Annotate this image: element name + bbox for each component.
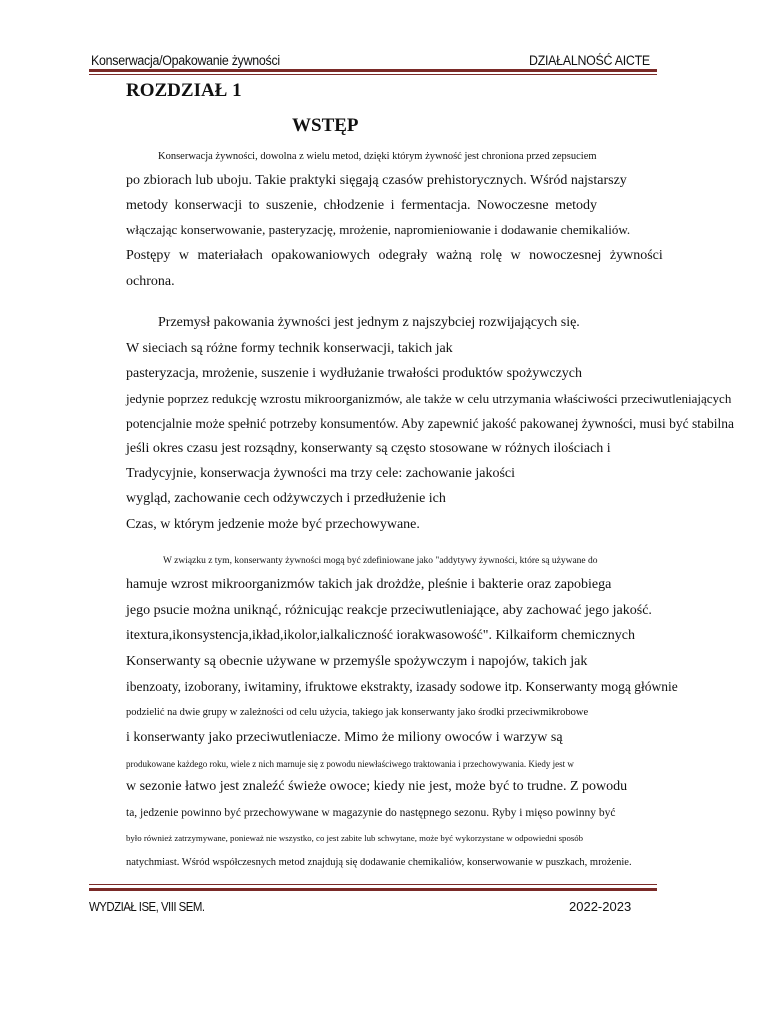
header-rule-thick bbox=[89, 69, 657, 72]
paragraph-3-line: W związku z tym, konserwanty żywności mogą być zdefiniowane jako "addytywy żywności, które są używane do bbox=[163, 556, 598, 566]
paragraph-2-line: wygląd, zachowanie cech odżywczych i przedłużenie ich bbox=[126, 491, 446, 506]
paragraph-3-line: w sezonie łatwo jest znaleźć świeże owoce; kiedy nie jest, może być to trudne. Z powodu bbox=[126, 779, 628, 794]
paragraph-3-line: produkowane każdego roku, wiele z nich marnuje się z powodu niewłaściwego traktowania i przechowywania. Kiedy jest w bbox=[126, 759, 574, 769]
paragraph-2-line: W sieciach są różne formy technik konserwacji, takich jak bbox=[126, 341, 453, 356]
paragraph-3-line: natychmiast. Wśród współczesnych metod znajdują się dodawanie chemikaliów, konserwowanie w puszkach, mrożenie. bbox=[126, 857, 632, 868]
paragraph-2-line: Przemysł pakowania żywności jest jednym z najszybciej rozwijających się. bbox=[158, 315, 580, 330]
footer-rule-thin bbox=[89, 884, 657, 885]
paragraph-3-line: itextura,ikonsystencja,ikład,ikolor,ialkaliczność iorakwasowość". Kilkaiform chemicznych bbox=[126, 628, 635, 643]
paragraph-3-line: było również zatrzymywane, ponieważ nie wszystko, co jest zabite lub schwytane, może być wykorzystane w odpowiedni sposób bbox=[126, 833, 584, 843]
paragraph-3-line: i konserwanty jako przeciwutleniacze. Mimo że miliony owoców i warzyw są bbox=[126, 730, 563, 745]
paragraph-3-line: podzielić na dwie grupy w zależności od celu użycia, takiego jak konserwanty jako środki przeciwmikrobowe bbox=[126, 707, 589, 718]
paragraph-1-line: ochrona. bbox=[126, 274, 175, 289]
footer-department: WYDZIAŁ ISE, VIII SEM. bbox=[89, 899, 205, 914]
paragraph-1-line: metody konserwacji to suszenie, chłodzenie i fermentacja. Nowoczesne metody bbox=[126, 198, 598, 213]
paragraph-1-line: Konserwacja żywności, dowolna z wielu metod, dzięki którym żywność jest chroniona przed zepsuciem bbox=[158, 151, 597, 162]
paragraph-2-line: jeśli okres czasu jest rozsądny, konserwanty są często stosowane w różnych ilościach i bbox=[126, 441, 611, 456]
paragraph-1-line: po zbiorach lub uboju. Takie praktyki sięgają czasów prehistorycznych. Wśród najstarszy bbox=[126, 173, 627, 188]
paragraph-2-line: jedynie poprzez redukcję wzrostu mikroorganizmów, ale także w celu utrzymania właściwości przeciwutleniających bbox=[126, 391, 732, 406]
paragraph-1-line: włączając konserwowanie, pasteryzację, mrożenie, napromieniowanie i dodawanie chemikaliów. bbox=[126, 222, 631, 237]
paragraph-3-line: hamuje wzrost mikroorganizmów takich jak drożdże, pleśnie i bakterie oraz zapobiega bbox=[126, 577, 612, 592]
paragraph-2-line: Tradycyjnie, konserwacja żywności ma trzy cele: zachowanie jakości bbox=[126, 466, 515, 481]
footer-rule-thick bbox=[89, 888, 657, 891]
paragraph-3-line: ibenzoaty, izoborany, iwitaminy, ifruktowe ekstrakty, izasady sodowe itp. Konserwanty mogą głównie bbox=[126, 679, 678, 694]
paragraph-2-line: potencjalnie może spełnić potrzeby konsumentów. Aby zapewnić jakość pakowanej żywności, musi być stabilna bbox=[126, 416, 734, 431]
header-rule-thin bbox=[89, 74, 657, 75]
paragraph-1-line: Postępy w materiałach opakowaniowych odegrały ważną rolę w nowoczesnej żywności bbox=[126, 248, 663, 263]
paragraph-2-line: pasteryzacja, mrożenie, suszenie i wydłużanie trwałości produktów spożywczych bbox=[126, 366, 582, 381]
running-header-title: Konserwacja/Opakowanie żywności bbox=[91, 53, 280, 68]
paragraph-3-line: jego psucie można uniknąć, różnicując reakcje przeciwutleniające, aby zachować jego jakość. bbox=[126, 603, 652, 618]
running-header-department: DZIAŁALNOŚĆ AICTE bbox=[529, 53, 650, 68]
footer-academic-year: 2022-2023 bbox=[569, 899, 632, 914]
paragraph-2-line: Czas, w którym jedzenie może być przechowywane. bbox=[126, 517, 420, 532]
paragraph-3-line: ta, jedzenie powinno być przechowywane w magazynie do następnego sezonu. Ryby i mięso powinny być bbox=[126, 807, 616, 819]
paragraph-3-line: Konserwanty są obecnie używane w przemyśle spożywczym i napojów, takich jak bbox=[126, 654, 588, 669]
section-heading: WSTĘP bbox=[292, 115, 359, 136]
chapter-title: ROZDZIAŁ 1 bbox=[126, 80, 242, 101]
